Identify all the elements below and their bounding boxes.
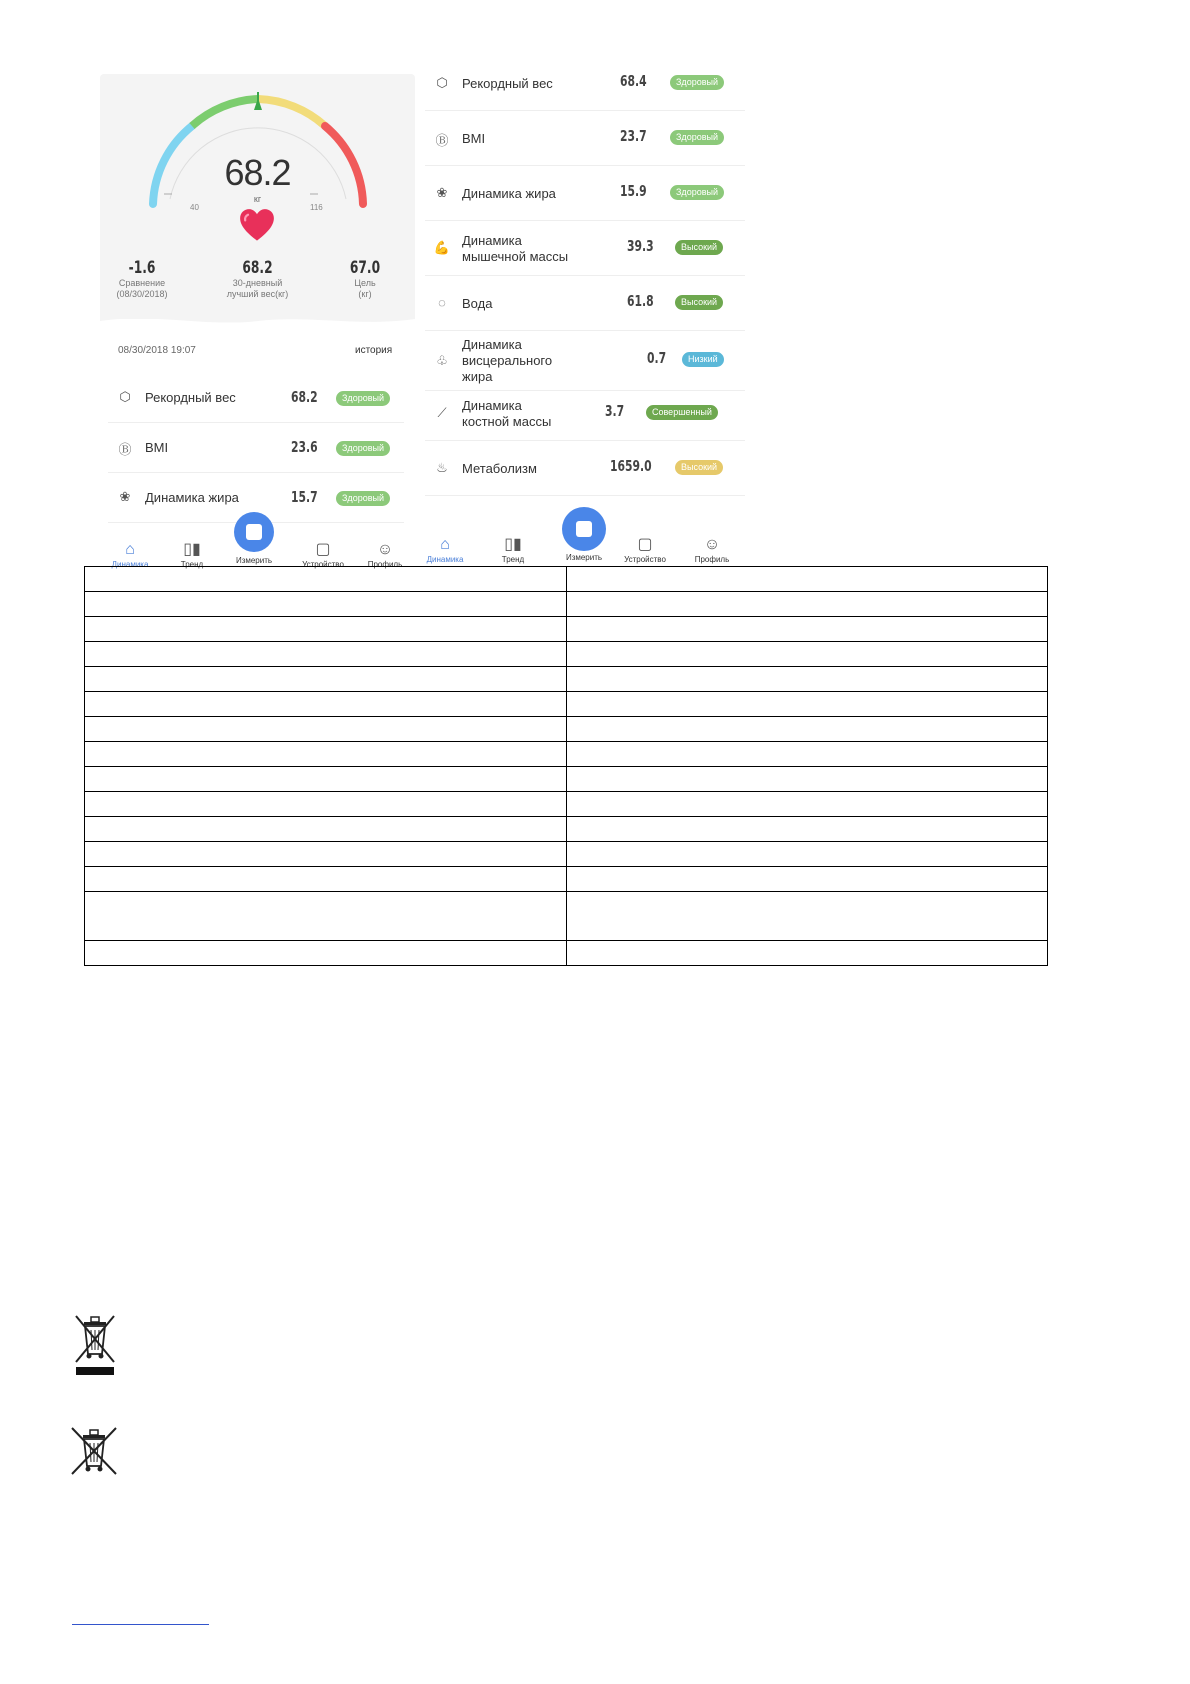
table-cell: [85, 717, 567, 742]
metric-value: 23.7: [620, 127, 647, 145]
scale-icon: [246, 524, 262, 540]
weee-crossed-bin-icon: [72, 1312, 118, 1378]
table-row: [85, 642, 1048, 667]
measure-label: Измерить: [235, 556, 273, 565]
heart-icon: [239, 208, 275, 244]
metric-value: 23.6: [291, 438, 318, 456]
table-cell: [85, 817, 567, 842]
metric-name: Динамика мышечной массы: [462, 233, 569, 264]
measure-button[interactable]: [234, 512, 274, 552]
bmi-icon: Ⓑ: [118, 442, 132, 457]
table-cell: [85, 941, 567, 966]
table-cell: [85, 642, 567, 667]
metric-name: Вода: [462, 296, 493, 311]
status-badge: Здоровый: [336, 441, 390, 456]
table-row: [85, 692, 1048, 717]
nav-trend-label: Тренд: [180, 560, 204, 569]
status-badge: Здоровый: [336, 491, 390, 506]
metric-row-visceral-fat[interactable]: [425, 335, 745, 391]
gauge-arc-healthy: [192, 99, 258, 126]
bottom-nav: [100, 520, 415, 570]
measurement-datetime: 08/30/2018 19:07: [118, 345, 196, 356]
stat-goal-label: Цель (кг): [354, 278, 376, 299]
table-row: [85, 867, 1048, 892]
gauge-max-label: 116: [310, 203, 323, 212]
metric-name: Рекордный вес: [145, 390, 236, 405]
scale-icon: [576, 521, 592, 537]
status-badge: Совершенный: [646, 405, 718, 420]
metric-row-bmi[interactable]: [425, 115, 745, 166]
status-badge: Здоровый: [336, 391, 390, 406]
metric-row-water[interactable]: [425, 280, 745, 331]
table-cell: [85, 792, 567, 817]
stat-comparison-label: Сравнение (08/30/2018): [116, 278, 168, 299]
metric-name: Динамика висцерального жира: [462, 337, 553, 384]
home-icon: ⌂: [125, 541, 135, 558]
gauge-min-label: 40: [190, 203, 199, 212]
left-phone-screenshot: [100, 60, 415, 570]
status-badge: Высокий: [675, 295, 723, 310]
water-icon: ◌: [438, 295, 446, 310]
table-row: [85, 667, 1048, 692]
nav-profile[interactable]: [355, 540, 415, 569]
stat-best-weight-value: 68.2: [242, 258, 273, 278]
nav-trend[interactable]: [483, 535, 543, 564]
history-link[interactable]: история: [355, 345, 393, 356]
card-wave-edge: [100, 311, 415, 327]
stat-comparison: [100, 258, 184, 300]
metric-name: BMI: [462, 131, 486, 146]
metric-row-bmi[interactable]: [108, 422, 404, 473]
nav-trend-label: Тренд: [501, 555, 525, 564]
table-cell: [566, 592, 1048, 617]
metric-value: 15.7: [291, 488, 318, 506]
table-cell: [85, 592, 567, 617]
fat-icon: ❀: [119, 489, 131, 504]
table-row: [85, 842, 1048, 867]
bone-icon: ⟋: [437, 405, 447, 420]
table-row: [85, 792, 1048, 817]
metric-value: 68.4: [620, 72, 647, 90]
flame-icon: ♨: [436, 460, 448, 475]
device-icon: ▢: [315, 541, 331, 558]
stat-goal: [330, 258, 400, 300]
current-weight-value: 68.2: [224, 152, 291, 193]
nav-home[interactable]: [415, 535, 475, 564]
metric-name: Рекордный вес: [462, 76, 553, 91]
metric-value: 39.3: [627, 237, 654, 255]
table-cell: [85, 767, 567, 792]
trend-icon: ▯▮: [183, 541, 201, 558]
scale-icon: ⬡: [436, 75, 448, 90]
nav-profile[interactable]: [682, 535, 742, 564]
metric-value: 3.7: [605, 402, 625, 420]
home-icon: ⌂: [440, 536, 450, 553]
table-row: [85, 617, 1048, 642]
table-row: [85, 817, 1048, 842]
metric-row-fat[interactable]: [425, 170, 745, 221]
empty-table: [84, 566, 1048, 966]
nav-home-label: Динамика: [111, 560, 149, 569]
metric-name: Динамика костной массы: [462, 398, 552, 429]
measure-label: Измерить: [565, 553, 603, 562]
table-cell: [566, 817, 1048, 842]
status-badge: Здоровый: [670, 185, 724, 200]
weight-gauge-card: [100, 74, 415, 319]
fat-icon: ❀: [436, 185, 448, 200]
stat-comparison-value: -1.6: [128, 258, 156, 278]
visceral-icon: ♧: [436, 353, 448, 368]
metric-name: Динамика жира: [462, 186, 556, 201]
metric-row-record-weight[interactable]: [425, 60, 745, 111]
status-badge: Низкий: [682, 352, 724, 367]
trend-icon: ▯▮: [504, 536, 522, 553]
table-cell: [566, 617, 1048, 642]
table-cell: [566, 892, 1048, 941]
table-cell: [566, 567, 1048, 592]
weight-unit: кг: [253, 194, 262, 204]
metric-row-bone[interactable]: [425, 390, 745, 441]
table-cell: [85, 692, 567, 717]
stat-best-weight: [200, 258, 315, 300]
nav-profile-label: Профиль: [694, 555, 730, 564]
metric-value: 1659.0: [610, 457, 652, 475]
status-badge: Высокий: [675, 460, 723, 475]
table-row: [85, 742, 1048, 767]
metric-row-metabolism[interactable]: [425, 445, 745, 496]
crossed-bin-icon: [70, 1426, 118, 1476]
profile-icon: ☺: [703, 536, 721, 553]
table-cell: [566, 742, 1048, 767]
metric-row-muscle[interactable]: [425, 225, 745, 276]
device-icon: ▢: [637, 536, 653, 553]
table-cell: [566, 941, 1048, 966]
stat-goal-value: 67.0: [349, 258, 381, 278]
table-row: [85, 767, 1048, 792]
table-cell: [85, 567, 567, 592]
table-row: [85, 592, 1048, 617]
nav-trend[interactable]: [162, 540, 222, 569]
table-cell: [566, 667, 1048, 692]
profile-icon: ☺: [376, 541, 394, 558]
table-row: [85, 892, 1048, 941]
metric-name: BMI: [145, 440, 169, 455]
nav-home-label: Динамика: [426, 555, 464, 564]
table-row: [85, 717, 1048, 742]
table-row: [85, 941, 1048, 966]
nav-device[interactable]: [293, 540, 353, 569]
table-cell: [566, 717, 1048, 742]
nav-home[interactable]: [100, 540, 160, 569]
table-cell: [566, 792, 1048, 817]
table-cell: [85, 742, 567, 767]
status-badge: Здоровый: [670, 75, 724, 90]
metric-value: 61.8: [627, 292, 654, 310]
metric-name: Метаболизм: [462, 461, 537, 476]
table-cell: [85, 617, 567, 642]
measure-button[interactable]: [562, 507, 606, 551]
metric-value: 68.2: [291, 388, 318, 406]
table-cell: [85, 667, 567, 692]
bottom-nav: [420, 515, 750, 565]
nav-device-label: Устройство: [624, 555, 666, 564]
nav-profile-label: Профиль: [367, 560, 403, 569]
table-cell: [85, 842, 567, 867]
table-cell: [566, 867, 1048, 892]
status-badge: Здоровый: [670, 130, 724, 145]
right-phone-screenshot: [420, 60, 750, 572]
status-badge: Высокий: [675, 240, 723, 255]
metric-name: Динамика жира: [145, 490, 239, 505]
table-cell: [85, 892, 567, 941]
table-row: [85, 567, 1048, 592]
table-cell: [566, 767, 1048, 792]
muscle-icon: 💪: [433, 240, 451, 255]
link-underline[interactable]: [72, 1624, 209, 1625]
stat-best-weight-label: 30-дневный лучший вес(кг): [226, 278, 289, 299]
table-cell: [85, 867, 567, 892]
table-cell: [566, 692, 1048, 717]
nav-device-label: Устройство: [302, 560, 344, 569]
table-cell: [566, 842, 1048, 867]
bmi-icon: Ⓑ: [435, 133, 449, 148]
metric-row-record-weight[interactable]: [108, 372, 404, 423]
scale-icon: ⬡: [119, 389, 131, 404]
nav-device[interactable]: [615, 535, 675, 564]
metric-value: 15.9: [620, 182, 647, 200]
gauge-arc-high: [258, 99, 325, 126]
metric-value: 0.7: [647, 349, 667, 367]
table-cell: [566, 642, 1048, 667]
